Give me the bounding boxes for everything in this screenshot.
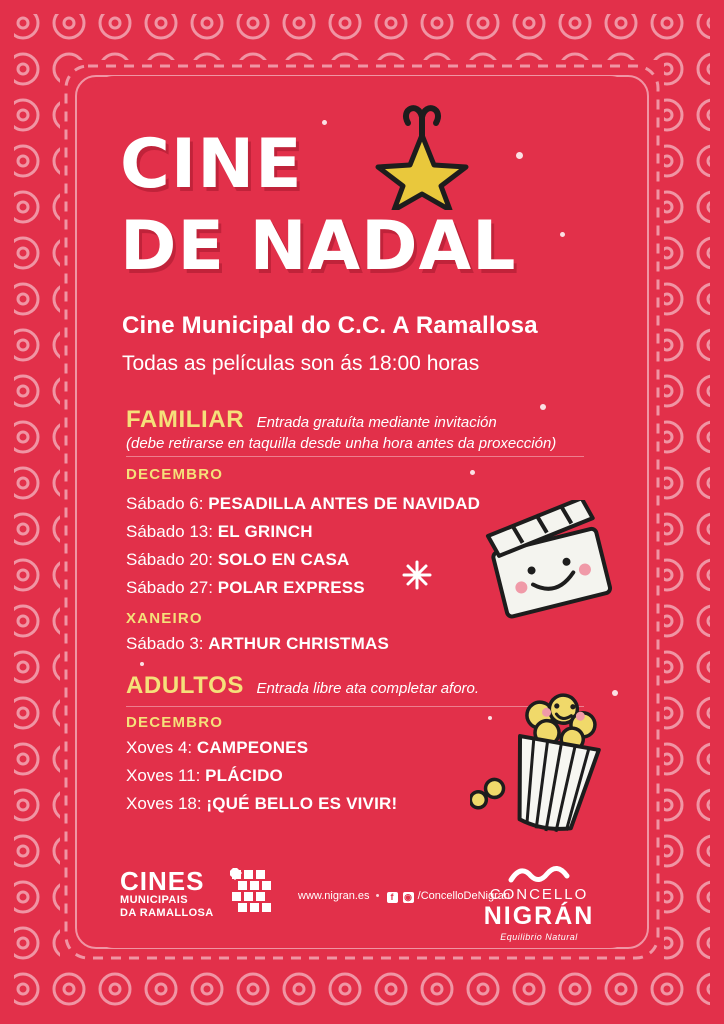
popcorn-icon <box>470 690 635 835</box>
cines-logo-sub2: DA RAMALLOSA <box>120 907 214 919</box>
month-label-decembro-familiar: DECEMBRO <box>126 466 224 483</box>
concello-mark-icon <box>507 862 571 884</box>
poster-footer <box>120 862 620 942</box>
section-adultos-note: Entrada libre ata completar aforo. <box>256 680 480 697</box>
listing-film: EL GRINCH <box>217 522 313 541</box>
month-label-xaneiro-familiar: XANEIRO <box>126 610 203 627</box>
listing-day: Sábado 13: <box>126 522 213 541</box>
listing-item <box>126 494 480 514</box>
clapperboard-icon <box>480 500 620 630</box>
poster-title <box>120 125 620 286</box>
listing-film: PESADILLA ANTES DE NAVIDAD <box>208 494 481 513</box>
cines-logo-sub1: MUNICIPAIS <box>120 894 188 906</box>
section-divider <box>126 456 584 457</box>
social-handle[interactable]: /ConcelloDeNigran <box>417 890 510 902</box>
listing-item <box>126 794 397 814</box>
cines-logo <box>120 868 214 920</box>
listing-item <box>126 766 283 786</box>
cines-logo-word: CINES <box>120 866 205 896</box>
listing-film: ARTHUR CHRISTMAS <box>208 634 389 653</box>
snowflake-icon <box>400 558 434 592</box>
section-adultos-title: ADULTOS <box>126 672 244 699</box>
sparkle-dot <box>322 120 327 125</box>
separator-dot: • <box>375 890 380 902</box>
section-familiar-note: Entrada gratuíta mediante invitación <box>256 414 497 431</box>
month-label-decembro-adultos: DECEMBRO <box>126 714 224 731</box>
listing-film: CAMPEONES <box>196 738 309 757</box>
title-line-2: DE NADAL <box>120 207 517 286</box>
showtime-subtitle: Todas as películas son ás 18:00 horas <box>122 352 480 375</box>
listing-item <box>126 578 365 598</box>
listing-item <box>126 738 308 758</box>
sparkle-dot <box>140 662 144 666</box>
listing-film: PLÁCIDO <box>205 766 283 785</box>
concello-nigran-logo <box>464 862 614 942</box>
listing-film: ¡QUÉ BELLO ES VIVIR! <box>206 794 398 813</box>
instagram-icon[interactable]: ◉ <box>404 892 413 902</box>
listing-item <box>126 634 389 654</box>
listing-day: Xoves 18: <box>126 794 202 813</box>
listing-day: Sábado 20: <box>126 550 213 569</box>
concello-name: NIGRÁN <box>483 902 595 930</box>
venue-subtitle: Cine Municipal do C.C. A Ramallosa <box>122 312 538 339</box>
facebook-icon[interactable]: f <box>387 892 398 903</box>
checker-pattern-icon <box>230 868 276 914</box>
listing-item <box>126 522 313 542</box>
listing-day: Sábado 6: <box>126 494 204 513</box>
listing-day: Xoves 11: <box>126 766 201 785</box>
section-familiar-title: FAMILIAR <box>126 406 245 433</box>
listing-film: POLAR EXPRESS <box>217 578 365 597</box>
listing-film: SOLO EN CASA <box>217 550 350 569</box>
section-familiar-note2: (debe retirarse en taquilla desde unha hora antes da proxección) <box>126 435 557 452</box>
listing-day: Sábado 27: <box>126 578 213 597</box>
section-familiar-header <box>126 406 596 452</box>
concello-word: CONCELLO <box>489 886 589 903</box>
concello-slogan: Equilibrio Natural <box>500 932 578 942</box>
title-line-1: CINE <box>120 125 303 204</box>
listing-day: Sábado 3: <box>126 634 204 653</box>
listing-day: Xoves 4: <box>126 738 193 757</box>
listing-item <box>126 550 350 570</box>
sparkle-dot <box>470 470 475 475</box>
website-url[interactable]: www.nigran.es <box>298 890 370 902</box>
